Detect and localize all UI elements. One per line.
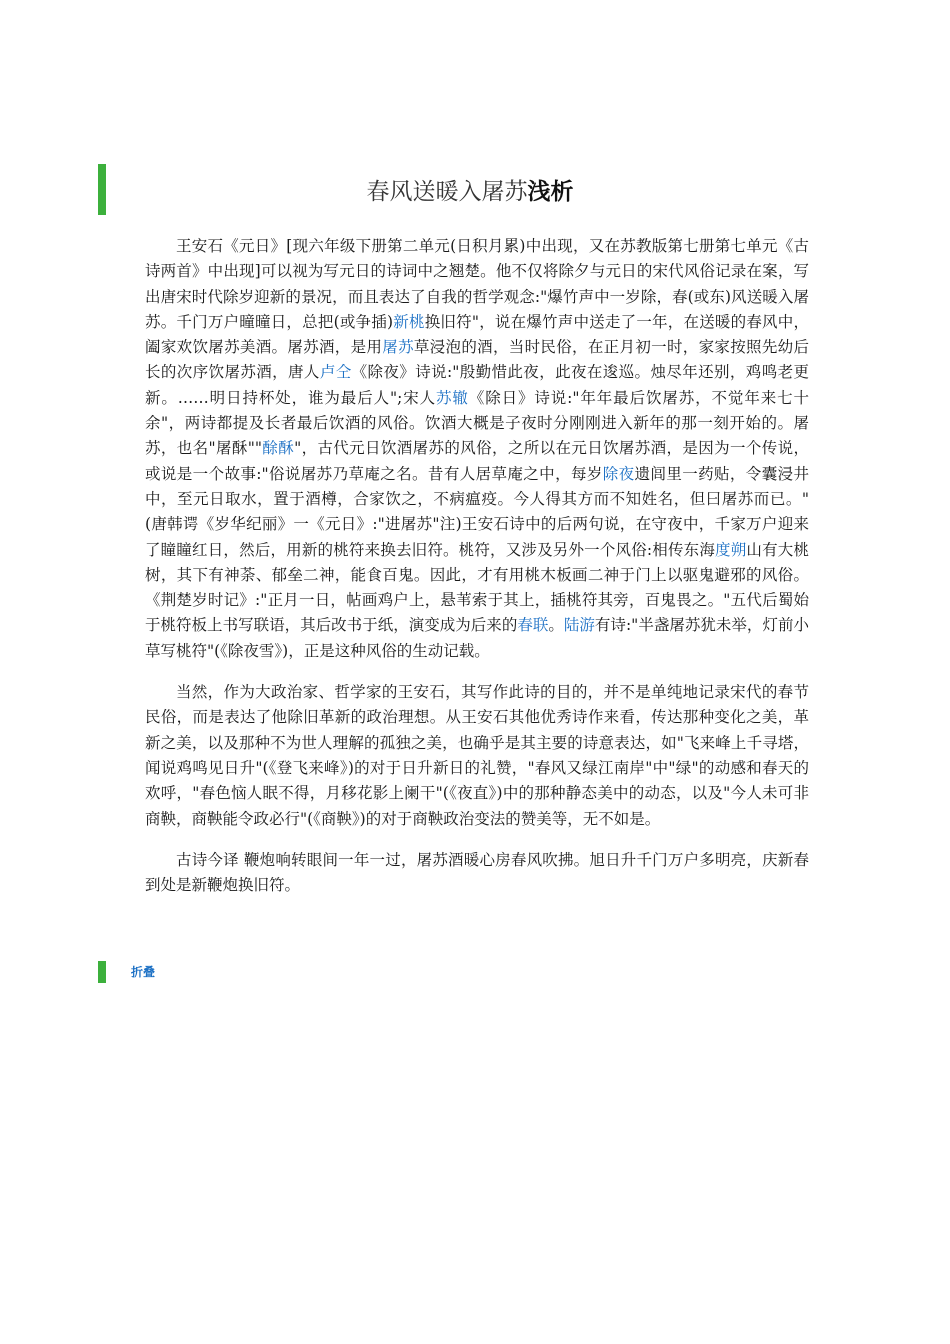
paragraph <box>145 680 809 832</box>
paragraph-text: 山有大桃树，其下有神荼、郁垒二神，能食百鬼。因此，才有用桃木板画二神于门上以驱鬼避邪的风俗。《荆楚岁时记》:"正月一日，帖画鸡户上，悬苇索于其上，插桃符其旁，百鬼畏之。"五代后蜀始于桃符板上书写联语，其后改书于纸，演变成为后来的 <box>145 540 809 635</box>
paragraph-text: 王安石《元日》[现六年级下册第二单元(日积月累)中出现，又在苏教版第七册第七单元《古诗两首》中出现]可以视为写元日的诗词中之翘楚。他不仅将除夕与元日的宋代风俗记录在案，写出唐宋时代除岁迎新的景况，而且表达了自我的哲学观念:"爆竹声中一岁除，春(或东)风送暖入屠苏。千门万户曈曈日，总把(或争插) <box>145 237 809 331</box>
fold-accent-bar <box>98 961 106 983</box>
inline-link[interactable]: 陆游 <box>563 616 595 635</box>
title-bold: 浅析 <box>527 179 574 205</box>
inline-link[interactable]: 屠苏 <box>382 338 414 357</box>
inline-link[interactable]: 春联 <box>517 616 549 635</box>
fold-toggle-button[interactable]: 折叠 <box>131 965 156 979</box>
paragraph-text: 草浸泡的酒，当时民俗，在正月初一时，家家按照先幼后长的次序饮屠苏酒，唐人 <box>145 338 809 382</box>
page-title <box>150 176 790 208</box>
title-main: 春风送暖入屠苏 <box>366 179 528 205</box>
paragraph-text: 有诗:"半盏屠苏犹未举，灯前小草写桃符"(《除夜雪》)，正是这种风俗的生动记载。 <box>145 616 809 660</box>
paragraph-text: 。 <box>548 616 564 635</box>
paragraph <box>145 234 809 664</box>
heading-accent-bar <box>98 164 106 215</box>
inline-link[interactable]: 苏辙 <box>436 388 469 407</box>
paragraph-text: 换旧符"，说在爆竹声中送走了一年，在送暖的春风中，阖家欢饮屠苏美酒。屠苏酒，是用 <box>145 312 809 357</box>
paragraph <box>145 848 809 899</box>
inline-link[interactable]: 度朔 <box>715 540 747 559</box>
paragraph-text: "，古代元日饮酒屠苏的风俗，之所以在元日饮屠苏酒，是因为一个传说，或说是一个故事:"俗说屠苏乃草庵之名。昔有人居草庵之中，每岁 <box>145 439 809 483</box>
inline-link[interactable]: 卢仝 <box>319 363 352 382</box>
paragraph-text: 《除日》诗说:"年年最后饮屠苏，不觉年来七十余"，两诗都提及长者最后饮酒的风俗。饮酒大概是子夜时分刚刚进入新年的那一刻开始的。屠苏，也名"屠酥"" <box>145 388 809 458</box>
paragraph-text: 当然，作为大政治家、哲学家的王安石，其写作此诗的目的，并不是单纯地记录宋代的春节民俗，而是表达了他除旧革新的政治理想。从王安石其他优秀诗作来看，传达那种变化之美，革新之美，以及那种不为世人理解的孤独之美，也确乎是其主要的诗意表达，如"飞来峰上千寻塔，闻说鸡鸣见日升"(《登飞来峰》)的对于日升新日的礼赞，"春风又绿江南岸"中"绿"的动感和春天的欢呼，"春色恼人眠不得，月移花影上阑干"(《夜直》)中的那种静态美中的动态，以及"今人未可非商鞅，商鞅能令政必行"(《商鞅》)的对于商鞅政治变法的赞美等，无不如是。 <box>145 683 809 828</box>
paragraph-text: 古诗今译 鞭炮响转眼间一年一过，屠苏酒暖心房春风吹拂。旭日升千门万户多明亮，庆新春到处是新鞭炮换旧符。 <box>145 850 809 895</box>
inline-link[interactable]: 酴酥 <box>261 439 295 458</box>
article-body <box>145 234 809 914</box>
paragraph-text: 《除夜》诗说:"殷勤惜此夜，此夜在逡巡。烛尽年还别，鸡鸣老更新。……明日持杯处，谁为最后人";宋人 <box>145 363 809 407</box>
inline-link[interactable]: 新桃 <box>393 312 425 331</box>
paragraph-text: 遗闾里一药贴，令囊浸井中，至元日取水，置于酒樽，合家饮之，不病瘟疫。今人得其方而不知姓名，但曰屠苏而已。"(唐韩谔《岁华纪丽》一《元日》:"进屠苏"注)王安石诗中的后两句说，在守夜中，千家万户迎来了瞳瞳红日，然后，用新的桃符来换去旧符。桃符，又涉及另外一个风俗:相传东海 <box>145 464 809 559</box>
inline-link[interactable]: 除夜 <box>602 464 635 483</box>
